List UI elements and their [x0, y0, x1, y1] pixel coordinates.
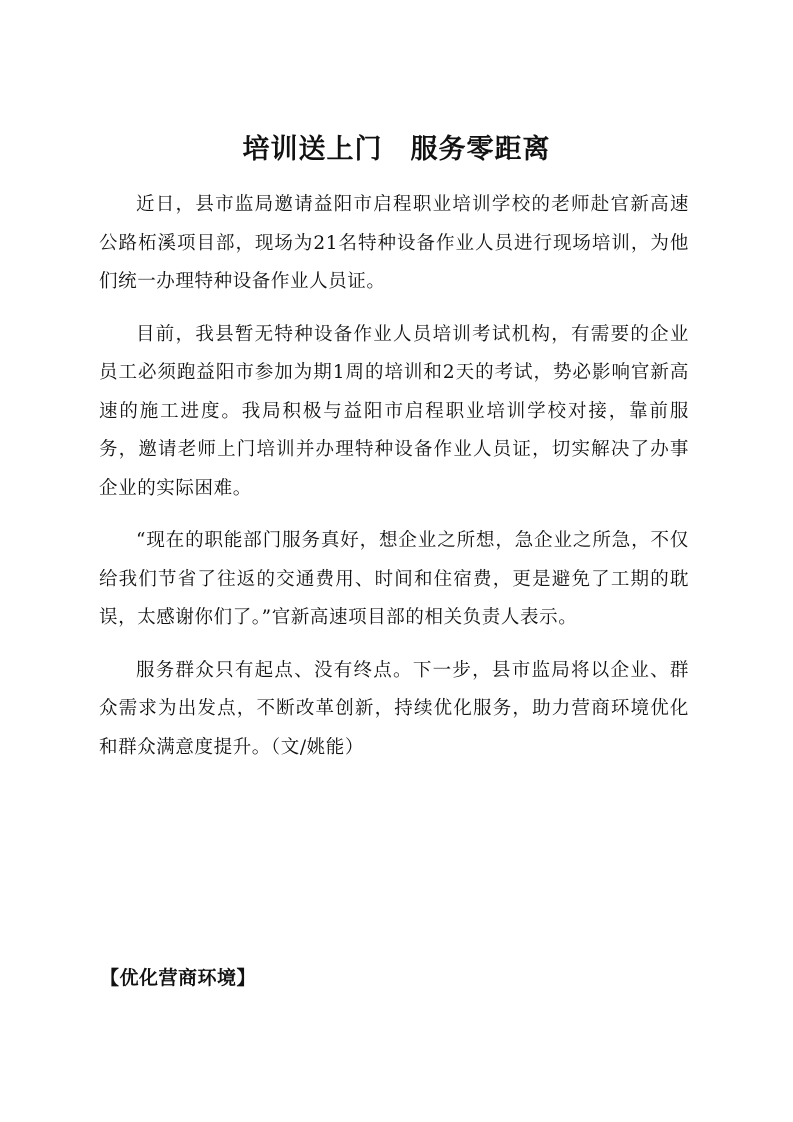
paragraph-4: 服务群众只有起点、没有终点。下一步，县市监局将以企业、群众需求为出发点，不断改革创新，持续优化服务，助力营商环境优化和群众满意度提升。（文/姚能）	[99, 659, 689, 758]
paragraph-2: 目前，我县暂无特种设备作业人员培训考试机构，有需要的企业员工必须跑益阳市参加为期1周的培训和2天的考试，势必影响官新高速的施工进度。我局积极与益阳市启程职业培训学校对接，靠前服务，邀请老师上门培训并办理特种设备作业人员证，切实解决了办事企业的实际困难。	[99, 323, 689, 499]
article-title: 培训送上门 服务零距离	[242, 134, 551, 165]
paragraph-3: “现在的职能部门服务真好，想企业之所想，急企业之所急，不仅给我们节省了往返的交通费用、时间和住宿费，更是避免了工期的耽误，太感谢你们了。”官新高速项目部的相关负责人表示。	[99, 530, 689, 628]
paragraph-1: 近日，县市监局邀请益阳市启程职业培训学校的老师赴官新高速公路柘溪项目部，现场为21名特种设备作业人员进行现场培训，为他们统一办理特种设备作业人员证。	[99, 194, 689, 292]
section-tag: 【优化营商环境】	[100, 967, 257, 989]
article-body	[99, 186, 689, 781]
